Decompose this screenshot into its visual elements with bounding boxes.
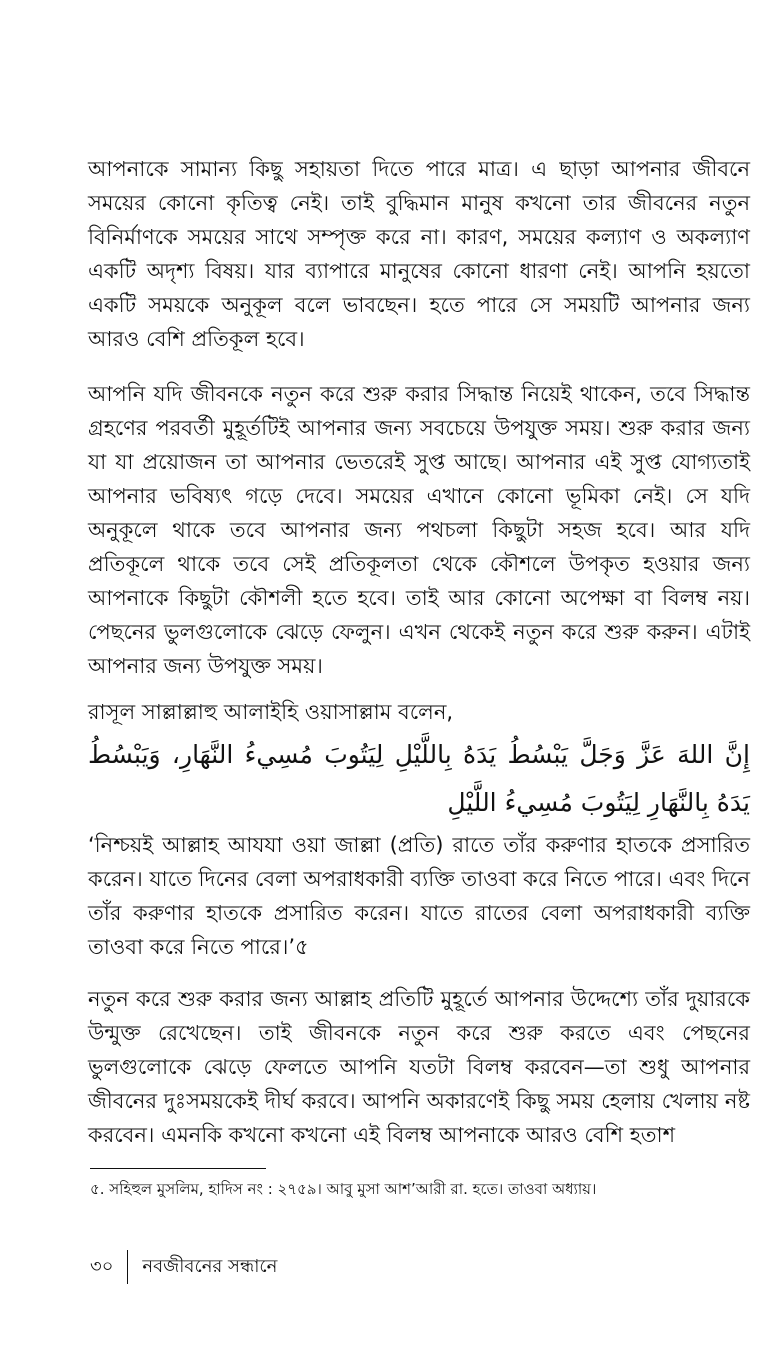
paragraph-2: আপনি যদি জীবনকে নতুন করে শুরু করার সিদ্ধান্ত নিয়েই থাকেন, তবে সিদ্ধান্ত গ্রহণের পরবর্তী মুহূর্তটিই আপনার জন্য সবচেয়ে উপযুক্ত সময়। শুরু করার জন্য যা যা প্রয়োজন তা আপনার ভেতরেই সুপ্ত আছে। আপনার এই সুপ্ত যোগ্যতাই আপনার ভবিষ্যৎ গড়ে দেবে। সময়ের এখানে কোনো ভূমিকা নেই। সে যদি অনুকূলে থাকে তবে আপনার জন্য পথচলা কিছুটা সহজ হবে। আর যদি প্রতিকূলে থাকে তবে সেই প্রতিকূলতা থেকে কৌশলে উপকৃত হওয়ার জন্য আপনাকে কিছুটা কৌশলী হতে হবে। তাই আর কোনো অপেক্ষা বা বিলম্ব নয়। পেছনের ভুলগুলোকে ঝেড়ে ফেলুন। এখন থেকেই নতুন করে শুরু করুন। এটাই আপনার জন্য উপযুক্ত সময়। [88,382,750,678]
hadith-intro: রাসূল সাল্লাল্লাহু আলাইহি ওয়াসাল্লাম বলেন, [88,700,454,724]
paragraph-1: আপনাকে সামান্য কিছু সহায়তা দিতে পারে মাত্র। এ ছাড়া আপনার জীবনে সময়ের কোনো কৃতিত্ব নেই। তাই বুদ্ধিমান মানুষ কখনো তার জীবনের নতুন বিনির্মাণকে সময়ের সাথে সম্পৃক্ত করে না। কারণ, সময়ের কল্যাণ ও অকল্যাণ একটি অদৃশ্য বিষয়। যার ব্যাপারে মানুষের কোনো ধারণা নেই। আপনি হয়তো একটি সময়কে অনুকূল বলে ভাবছেন। হতে পারে সে সময়টি আপনার জন্য আরও বেশি প্রতিকূল হবে। [88,157,750,351]
hadith-translation: ‘নিশ্চয়ই আল্লাহ আযযা ওয়া জাল্লা (প্রতি) রাতে তাঁর করুণার হাতকে প্রসারিত করেন। যাতে দিনের বেলা অপরাধকারী ব্যক্তি তাওবা করে নিতে পারে। এবং দিনে তাঁর করুণার হাতকে প্রসারিত করেন। যাতে রাতের বেলা অপরাধকারী ব্যক্তি তাওবা করে নিতে পারে।’৫ [88,833,750,959]
footnote-divider [90,1168,266,1169]
page-footer [90,1250,277,1284]
arabic-hadith: إِنَّ اللهَ عَزَّ وَجَلَّ يَبْسُطُ يَدَهُ بِاللَّيْلِ لِيَتُوبَ مُسِيءُ النَّهَارِ، وَيَبْسُطُ يَدَهُ بِالنَّهَارِ لِيَتُوبَ مُسِيءُ اللَّيْلِ [88,740,750,817]
paragraph-5: নতুন করে শুরু করার জন্য আল্লাহ প্রতিটি মুহূর্তে আপনার উদ্দেশ্যে তাঁর দুয়ারকে উন্মুক্ত রেখেছেন। তাই জীবনকে নতুন করে শুরু করতে এবং পেছনের ভুলগুলোকে ঝেড়ে ফেলতে আপনি যতটা বিলম্ব করবেন—তা শুধু আপনার জীবনের দুঃসময়কেই দীর্ঘ করবে। আপনি অকারণেই কিছু সময় হেলায় খেলায় নষ্ট করবেন। এমনকি কখনো কখনো এই বিলম্ব আপনাকে আরও বেশি হতাশ [88,987,750,1147]
footnote: ৫. সহিহুল মুসলিম, হাদিস নং : ২৭৫৯। আবু মুসা আশ’আরী রা. হতে। তাওবা অধ্যায়। [90,1180,597,1198]
book-title: নবজীবনের সন্ধানে [142,1255,278,1277]
page-number: ৩০ [90,1255,114,1277]
